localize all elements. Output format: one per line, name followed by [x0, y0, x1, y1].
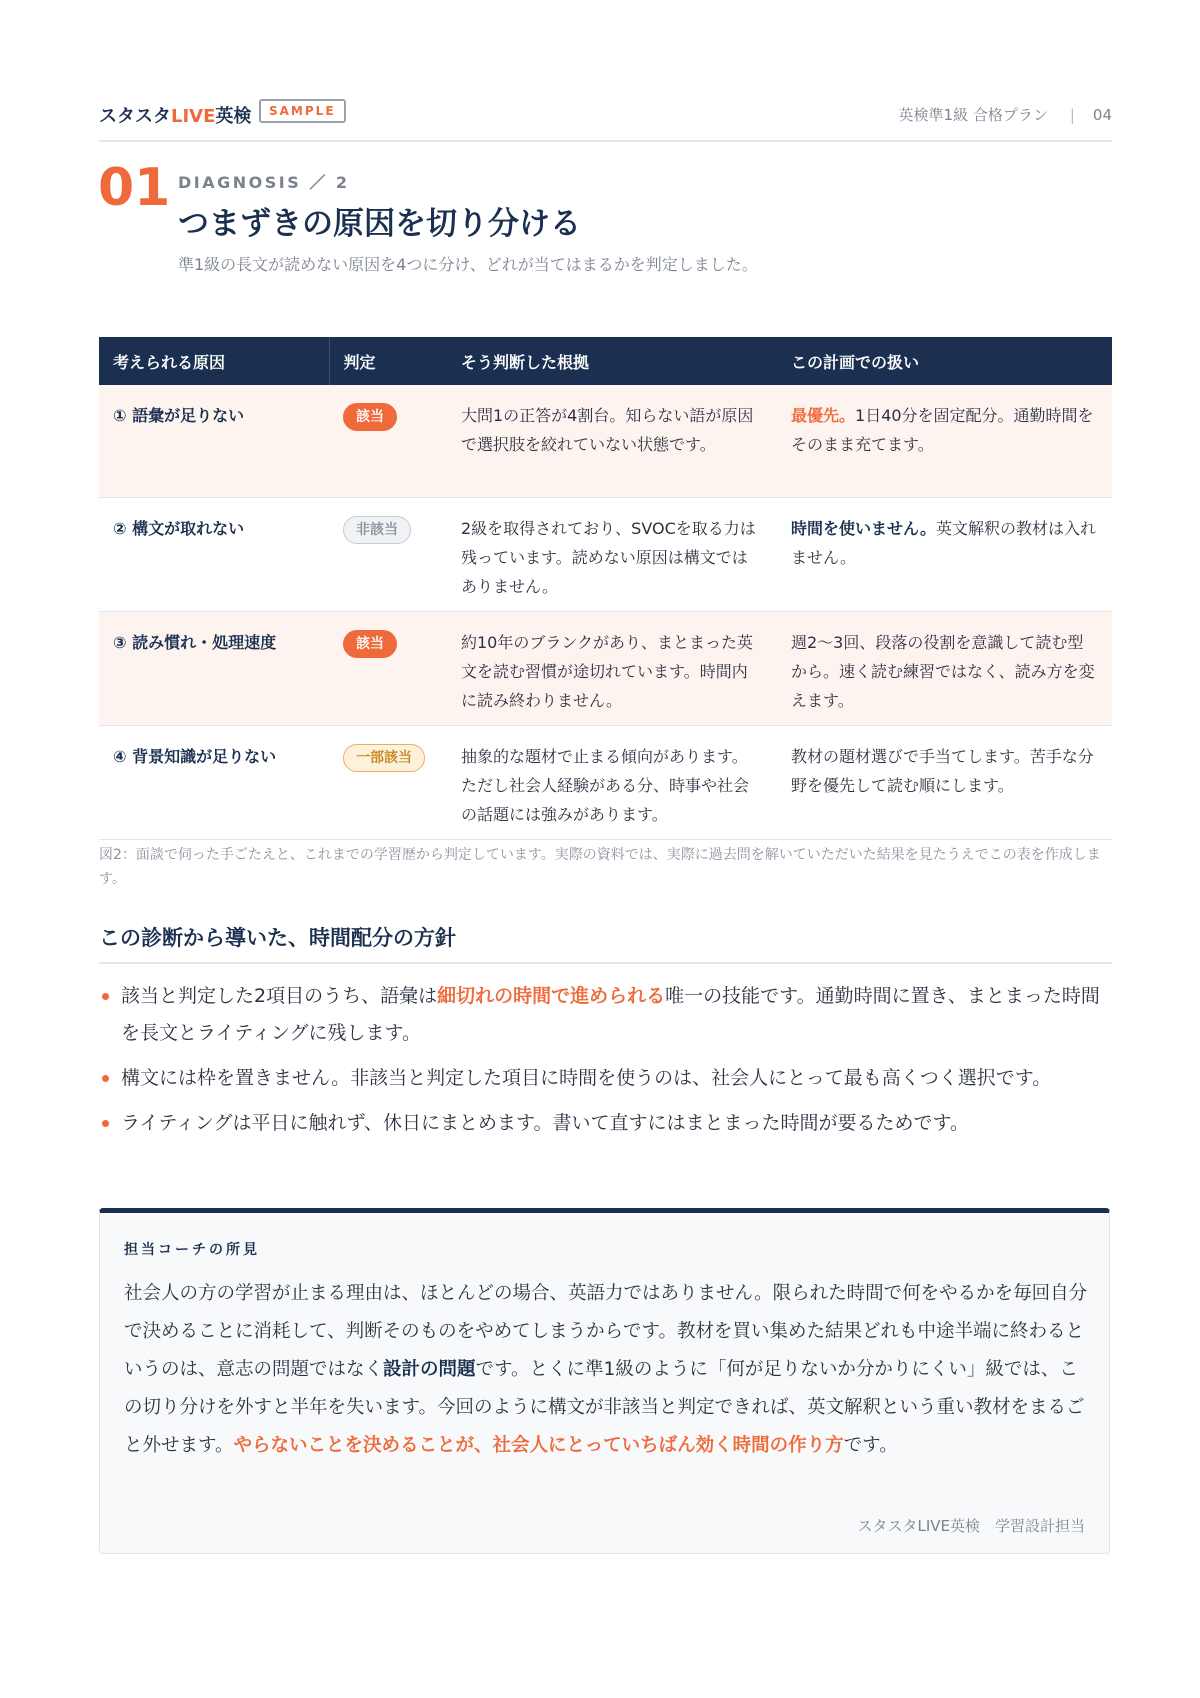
- plan-cell: [777, 497, 1112, 611]
- verdict-cell: [329, 611, 447, 725]
- diagnosis-table: [99, 337, 1112, 840]
- plan-text: 英文解釈の教材は入れません。: [791, 518, 1096, 567]
- table-row: [99, 611, 1112, 725]
- cause-cell: ④ 背景知識が足りない: [99, 725, 329, 839]
- coach-text-part: 社会人の方の学習が止まる理由は、ほとんどの場合、英語力ではありません。限られた時間で何をやるかを毎回自分で決めることに消耗して、判断そのものをやめてしまうからです。教材を買い集めた結果どれも中途半端に終わるというのは、意志の問題ではなく: [124, 1283, 1088, 1380]
- reason-cell: 約10年のブランクがあり、まとまった英文を読む習慣が途切れています。時間内に読み終わりません。: [447, 611, 777, 725]
- bullet-emphasis: 細切れの時間で進められる: [437, 985, 666, 1007]
- col-header-verdict: 判定: [329, 337, 447, 385]
- policy-heading: この診断から導いた、時間配分の方針: [99, 922, 1112, 964]
- brand-logo: [99, 102, 251, 128]
- reason-cell: 抽象的な題材で止まる傾向があります。ただし社会人経験がある分、時事や社会の話題には強みがあります。: [447, 725, 777, 839]
- page-subtitle: 準1級の長文が読めない原因を4つに分け、どれが当てはまるかを判定しました。: [178, 255, 758, 274]
- page-header: [99, 98, 1112, 142]
- section-number: 01: [98, 158, 171, 218]
- verdict-badge: 該当: [343, 630, 397, 658]
- plan-cell: 教材の題材選びで手当てします。苦手な分野を優先して読む順にします。: [777, 725, 1112, 839]
- table-row: [99, 497, 1112, 611]
- bullet-text: 該当と判定した2項目のうち、語彙は: [121, 985, 438, 1007]
- table-row: [99, 385, 1112, 497]
- table-row: [99, 725, 1112, 839]
- plan-cell: [777, 385, 1112, 497]
- coach-label: 担当コーチの所見: [124, 1242, 260, 1258]
- plan-lead: 時間を使いません。: [791, 518, 936, 538]
- plan-name: 英検準1級 合格プラン: [898, 106, 1048, 124]
- sample-badge: SAMPLE: [259, 99, 346, 123]
- plan-text: 1日40分を固定配分。通勤時間をそのまま充てます。: [791, 406, 1094, 454]
- header-meta: [899, 104, 1112, 125]
- coach-emphasis: 設計の問題: [383, 1359, 476, 1380]
- reason-cell: 大問1の正答が4割台。知らない語が原因で選択肢を絞れていない状態です。: [447, 385, 777, 497]
- reason-cell: 2級を取得されており、SVOCを取る力は残っています。読めない原因は構文ではありません。: [447, 497, 777, 611]
- section-kicker: DIAGNOSIS ／ 2: [178, 173, 350, 192]
- table-caption: 図2：面談で伺った手ごたえと、これまでの学習歴から判定しています。実際の資料では、実際に過去問を解いていただいた結果を見たうえでこの表を作成します。: [99, 847, 1101, 887]
- coach-signature: スタスタLIVE英検 学習設計担当: [857, 1517, 1085, 1535]
- plan-lead: 最優先。: [791, 406, 856, 425]
- plan-cell: 週2〜3回、段落の役割を意識して読む型から。速く読む練習ではなく、読み方を変えます。: [777, 611, 1112, 725]
- brand-suffix: 英検: [215, 106, 252, 127]
- list-item: [99, 978, 1112, 1052]
- brand-prefix: スタスタ: [99, 106, 171, 127]
- cause-cell: ① 語彙が足りない: [99, 385, 329, 497]
- coach-emphasis: やらないことを決めることが、社会人にとっていちばん効く時間の作り方: [233, 1435, 844, 1456]
- header-divider: |: [1069, 106, 1075, 124]
- cause-cell: ③ 読み慣れ・処理速度: [99, 611, 329, 725]
- verdict-badge: 非該当: [343, 516, 411, 544]
- page-number: 04: [1092, 106, 1112, 124]
- coach-text-part: です。: [843, 1435, 898, 1456]
- list-item: 構文には枠を置きません。非該当と判定した項目に時間を使うのは、社会人にとって最も高くつく選択です。: [99, 1060, 1112, 1097]
- col-header-cause: 考えられる原因: [99, 337, 329, 385]
- verdict-badge: 該当: [343, 403, 397, 431]
- policy-list: [99, 978, 1112, 1150]
- brand-live: LIVE: [171, 106, 216, 127]
- verdict-cell: [329, 725, 447, 839]
- coach-remarks-box: [99, 1208, 1110, 1554]
- coach-text: [124, 1275, 1089, 1465]
- cause-cell: ② 構文が取れない: [99, 497, 329, 611]
- bullet-text: 唯一の技能です。通勤時間に置き、まとまった時間を長文とライティングに残します。: [121, 985, 1100, 1044]
- col-header-plan: この計画での扱い: [777, 337, 1112, 385]
- verdict-badge: 一部該当: [343, 744, 425, 772]
- verdict-cell: [329, 385, 447, 497]
- verdict-cell: [329, 497, 447, 611]
- page-title: つまずきの原因を切り分ける: [178, 206, 581, 242]
- table-header-row: [99, 337, 1112, 385]
- coach-text-part: です。とくに準1級のように「何が足りないか分かりにくい」級では、この切り分けを外すと半年を失います。今回のように構文が非該当と判定できれば、英文解釈という重い教材をまるごと外せます。: [124, 1359, 1085, 1456]
- list-item: ライティングは平日に触れず、休日にまとめます。書いて直すにはまとまった時間が要るためです。: [99, 1105, 1112, 1142]
- col-header-reason: そう判断した根拠: [447, 337, 777, 385]
